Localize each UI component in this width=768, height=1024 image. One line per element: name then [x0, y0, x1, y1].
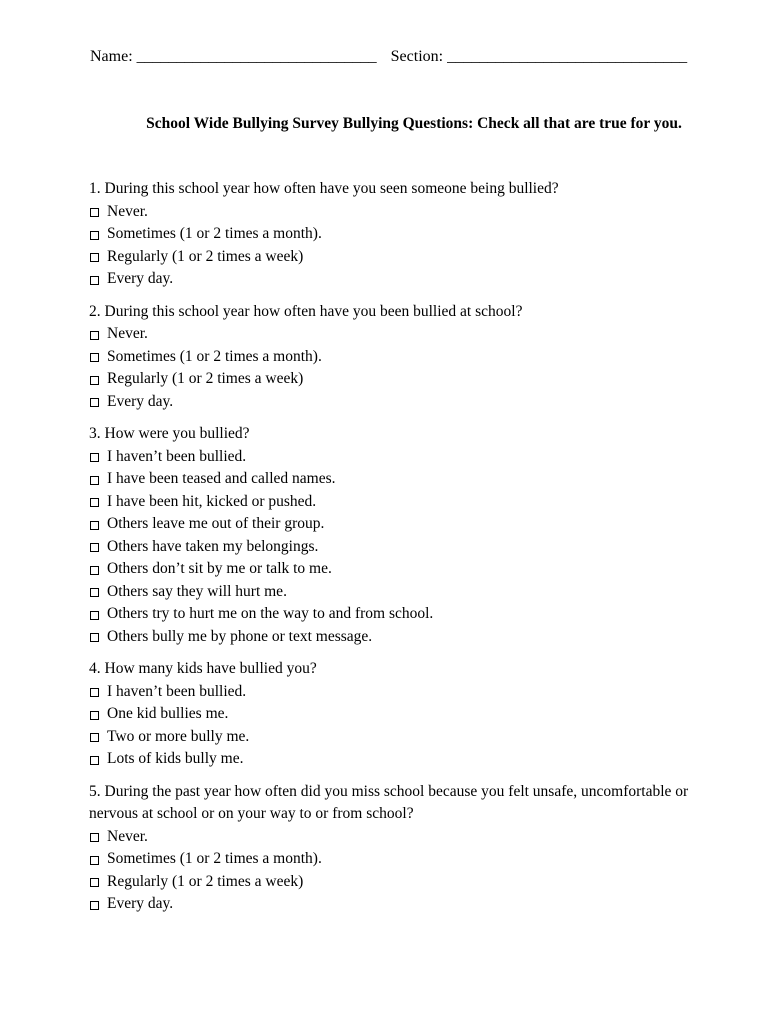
- answer-option-label: Lots of kids bully me.: [107, 750, 244, 767]
- section-field-label[interactable]: Section: ______________________________: [390, 48, 688, 65]
- answer-option[interactable]: [89, 491, 709, 514]
- checkbox-icon[interactable]: [90, 633, 99, 642]
- checkbox-icon[interactable]: [90, 588, 99, 597]
- answer-option[interactable]: [89, 223, 709, 246]
- checkbox-icon[interactable]: [90, 276, 99, 285]
- checkbox-icon[interactable]: [90, 453, 99, 462]
- answer-option-label: Others bully me by phone or text message.: [107, 627, 373, 645]
- checkbox-icon[interactable]: [90, 498, 99, 507]
- checkbox-icon[interactable]: [90, 566, 99, 575]
- answer-option-label: Never.: [107, 202, 148, 220]
- answer-option-label: I haven’t been bullied.: [107, 447, 247, 465]
- checkbox-icon[interactable]: [90, 253, 99, 262]
- answer-option[interactable]: [89, 748, 709, 771]
- answer-option-label: Others don’t sit by me or talk to me.: [107, 560, 332, 577]
- answer-option-label: Never.: [107, 325, 148, 342]
- checkbox-icon[interactable]: [90, 833, 99, 842]
- answer-option[interactable]: [89, 446, 709, 469]
- checkbox-icon[interactable]: [90, 543, 99, 552]
- checkbox-icon[interactable]: [90, 331, 99, 340]
- answer-option[interactable]: [89, 871, 709, 894]
- answer-option[interactable]: [89, 558, 709, 581]
- checkbox-icon[interactable]: [90, 756, 99, 765]
- header-line: [90, 46, 730, 68]
- checkbox-icon[interactable]: [90, 901, 99, 910]
- answer-option[interactable]: [89, 323, 709, 346]
- checkbox-icon[interactable]: [90, 376, 99, 385]
- answer-option[interactable]: [89, 726, 709, 749]
- answer-option[interactable]: [89, 893, 709, 916]
- question-4: [89, 658, 709, 771]
- checkbox-icon[interactable]: [90, 688, 99, 697]
- checkbox-icon[interactable]: [90, 208, 99, 217]
- answer-option[interactable]: [89, 268, 709, 291]
- answer-option-label: Others have taken my belongings.: [107, 537, 319, 555]
- answer-option[interactable]: [89, 826, 709, 849]
- question-text: 2. During this school year how often have you been bullied at school?: [89, 302, 523, 320]
- question-text: 4. How many kids have bullied you?: [89, 660, 317, 677]
- answer-option-label: Regularly (1 or 2 times a week): [107, 872, 304, 890]
- checkbox-icon[interactable]: [90, 711, 99, 720]
- answer-option[interactable]: [89, 681, 709, 704]
- answer-option-label: Sometimes (1 or 2 times a month).: [107, 225, 322, 242]
- answer-option[interactable]: [89, 468, 709, 491]
- checkbox-icon[interactable]: [90, 878, 99, 887]
- checkbox-icon[interactable]: [90, 733, 99, 742]
- answer-option[interactable]: [89, 581, 709, 604]
- answer-option-label: Every day.: [107, 392, 174, 410]
- question-1: [89, 178, 709, 291]
- checkbox-icon[interactable]: [90, 476, 99, 485]
- answer-option[interactable]: [89, 703, 709, 726]
- answer-option[interactable]: [89, 513, 709, 536]
- answer-option[interactable]: [89, 246, 709, 269]
- answer-option[interactable]: [89, 603, 709, 626]
- answer-option-label: I have been hit, kicked or pushed.: [107, 492, 317, 510]
- question-2: [89, 301, 709, 414]
- survey-title: School Wide Bullying Survey Bullying Questions: Check all that are true for you.: [146, 115, 682, 132]
- name-field-label[interactable]: Name: ______________________________: [90, 48, 377, 65]
- question-5: [89, 781, 709, 916]
- answer-option-label: I have been teased and called names.: [107, 470, 336, 487]
- question-list: [89, 178, 709, 926]
- checkbox-icon[interactable]: [90, 231, 99, 240]
- question-3: [89, 423, 709, 648]
- answer-option-label: Regularly (1 or 2 times a week): [107, 247, 304, 265]
- question-text: 1. During this school year how often have you seen someone being bullied?: [89, 180, 559, 197]
- answer-option-label: Others say they will hurt me.: [107, 582, 287, 600]
- answer-option-label: I haven’t been bullied.: [107, 682, 247, 700]
- checkbox-icon[interactable]: [90, 611, 99, 620]
- answer-option-label: Every day.: [107, 270, 174, 287]
- checkbox-icon[interactable]: [90, 521, 99, 530]
- answer-option[interactable]: [89, 626, 709, 649]
- answer-option[interactable]: [89, 201, 709, 224]
- answer-option-label: Two or more bully me.: [107, 727, 250, 745]
- answer-option[interactable]: [89, 848, 709, 871]
- question-text: 3. How were you bullied?: [89, 425, 250, 442]
- answer-option-label: Sometimes (1 or 2 times a month).: [107, 850, 322, 867]
- checkbox-icon[interactable]: [90, 353, 99, 362]
- answer-option-label: Others try to hurt me on the way to and from school.: [107, 605, 434, 622]
- answer-option[interactable]: [89, 391, 709, 414]
- answer-option-label: One kid bullies me.: [107, 705, 229, 722]
- answer-option-label: Every day.: [107, 895, 174, 912]
- checkbox-icon[interactable]: [90, 398, 99, 407]
- answer-option[interactable]: [89, 346, 709, 369]
- answer-option[interactable]: [89, 368, 709, 391]
- question-text: 5. During the past year how often did you miss school because you felt unsafe, uncomfortable or nervous at school or on your way to or from school?: [89, 782, 689, 822]
- answer-option-label: Sometimes (1 or 2 times a month).: [107, 347, 322, 365]
- answer-option-label: Others leave me out of their group.: [107, 515, 325, 532]
- answer-option-label: Never.: [107, 827, 148, 845]
- answer-option-label: Regularly (1 or 2 times a week): [107, 370, 304, 387]
- checkbox-icon[interactable]: [90, 856, 99, 865]
- answer-option[interactable]: [89, 536, 709, 559]
